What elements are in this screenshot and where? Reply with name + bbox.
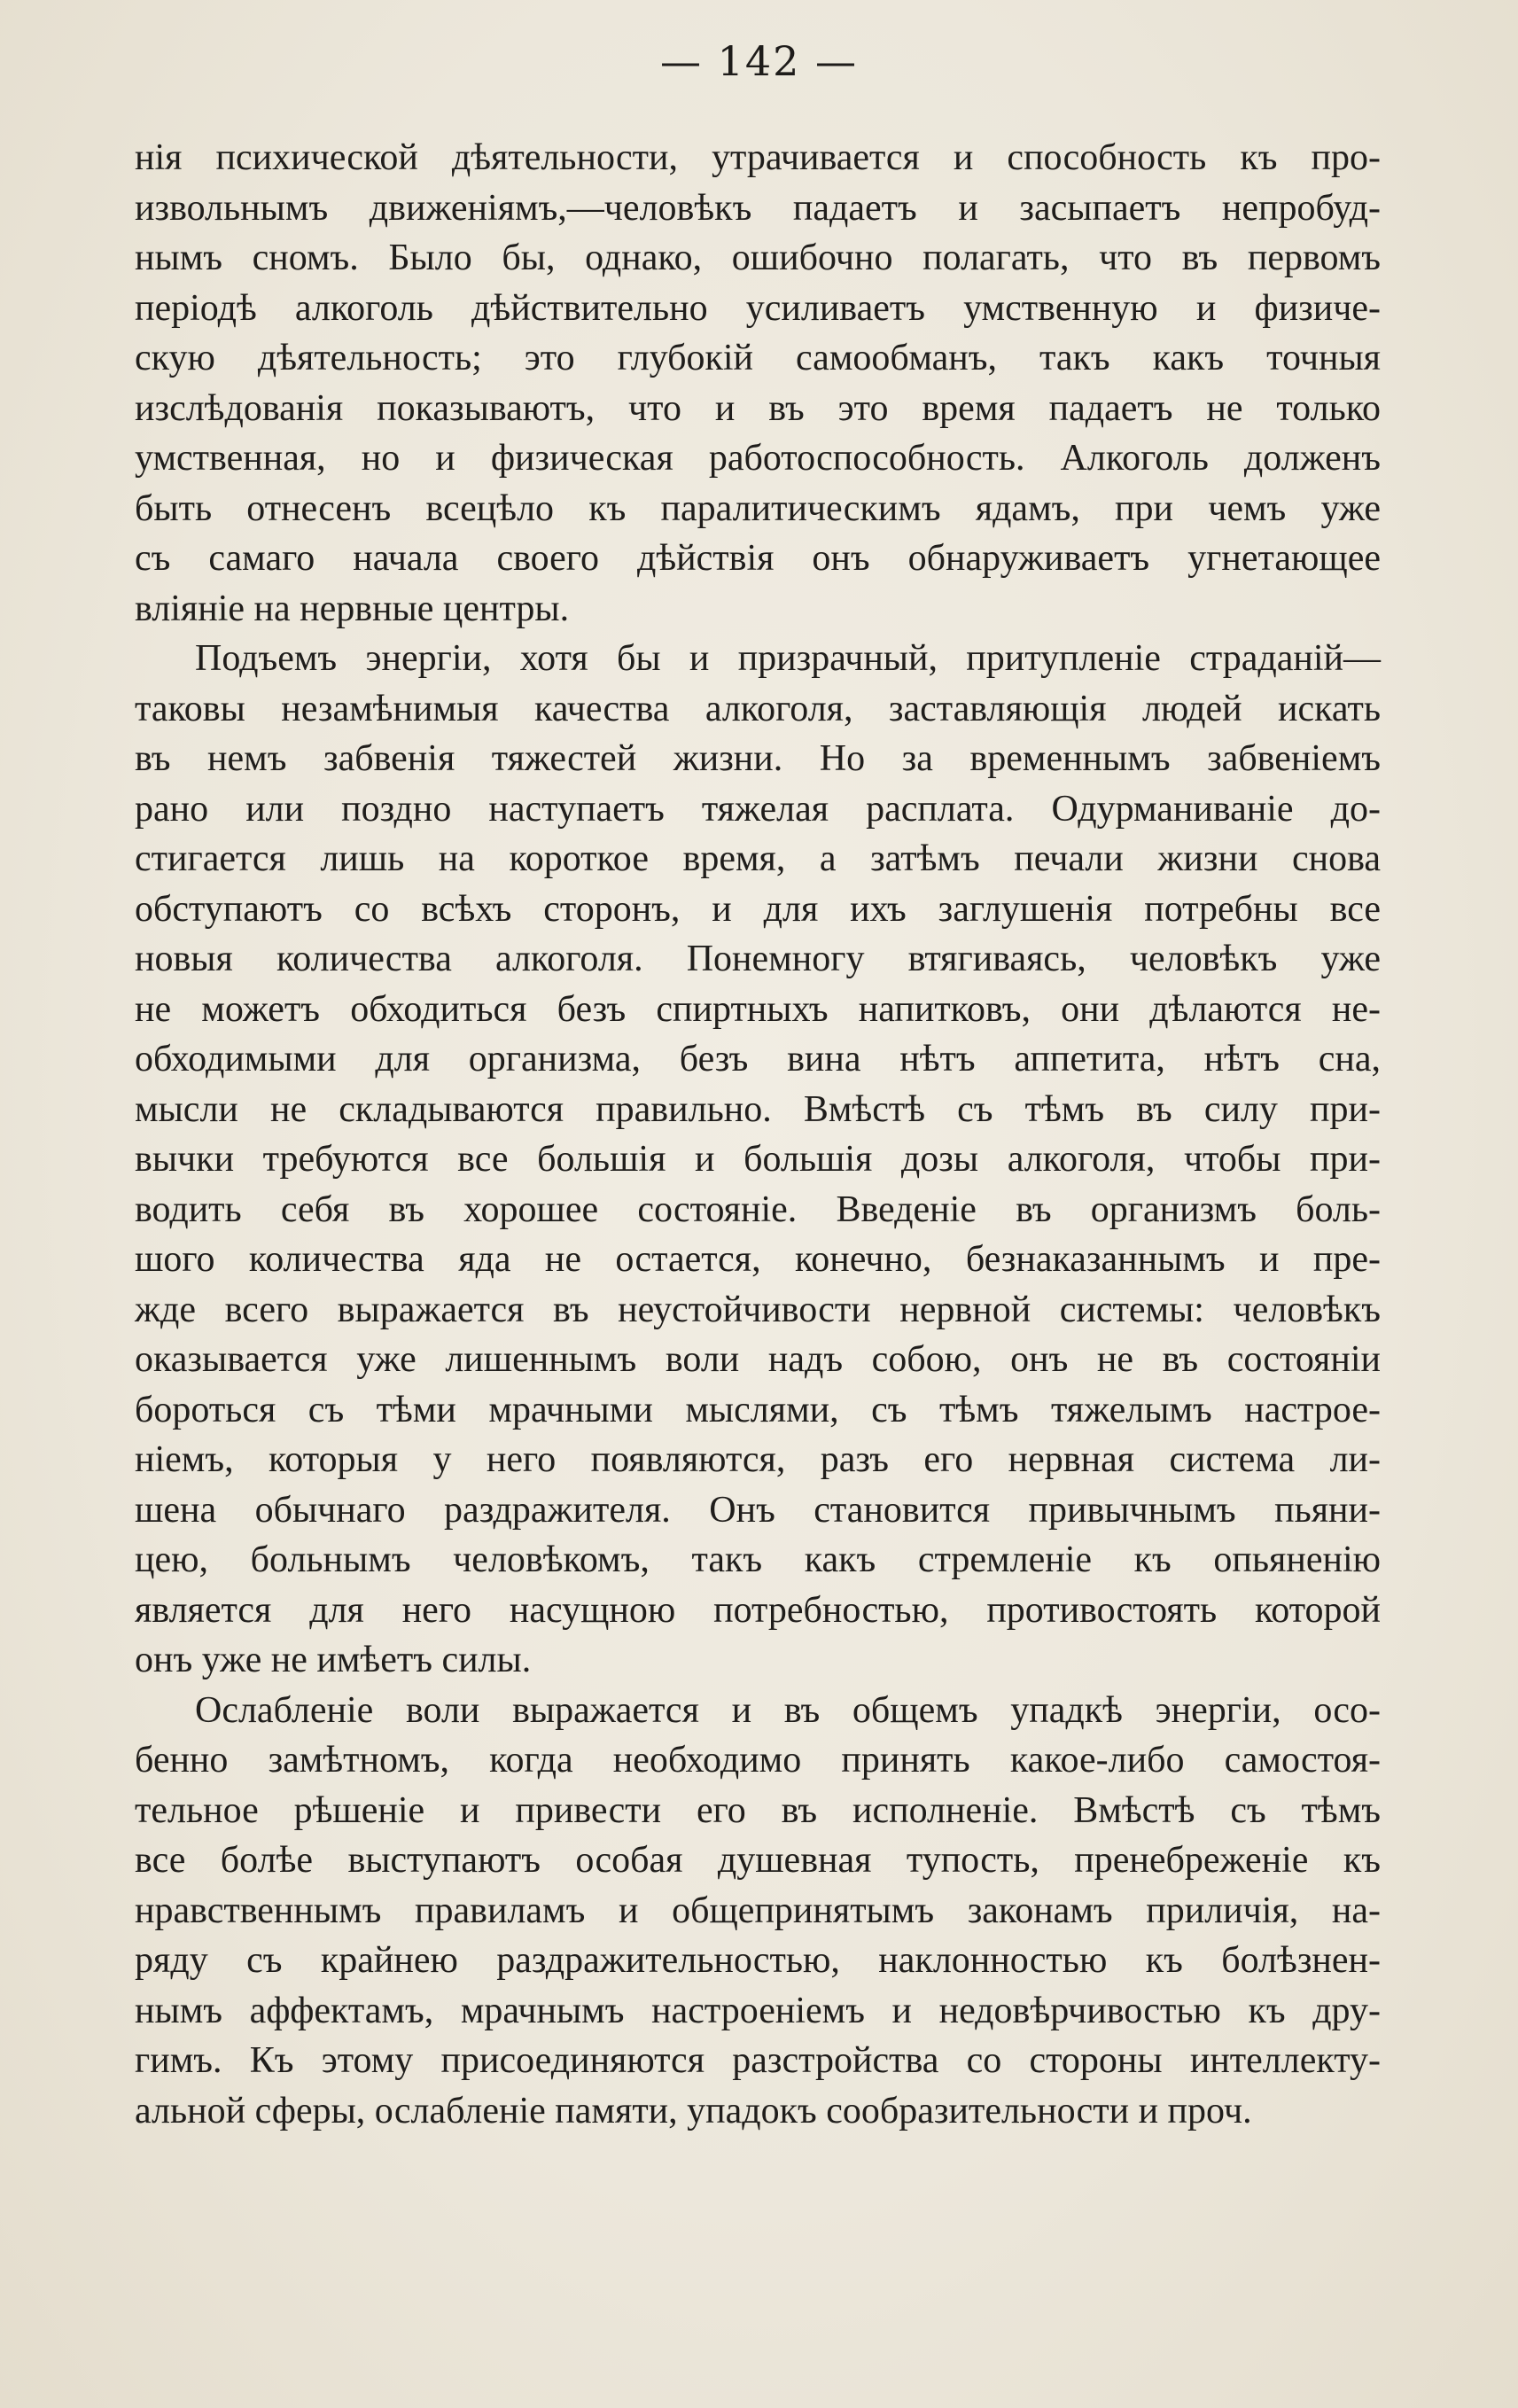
paragraph <box>135 634 1381 1686</box>
text-line: Подъемъ энергіи, хотя бы и призрачный, притупленіе страданій— <box>195 638 1381 679</box>
text-line: мысли не складываются правильно. Вмѣстѣ съ тѣмъ въ силу при- <box>135 1088 1381 1130</box>
text-line: новыя количества алкоголя. Понемногу втягиваясь, человѣкъ уже <box>135 939 1381 979</box>
text-line: бенно замѣтномъ, когда необходимо принять какое-либо самостоя- <box>135 1740 1381 1781</box>
text-line: онъ уже не имѣетъ силы. <box>135 1640 532 1680</box>
text-line: жде всего выражается въ неустойчивости нервной системы: человѣкъ <box>135 1289 1381 1330</box>
text-line: все болѣе выступаютъ особая душевная тупость, пренебреженіе къ <box>135 1840 1381 1881</box>
text-line: умственная, но и физическая работоспособность. Алкоголь долженъ <box>135 438 1381 479</box>
text-line: ніемъ, которыя у него появляются, разъ его нервная система ли- <box>135 1439 1381 1480</box>
text-line: нія психической дѣятельности, утрачивается и способность къ про- <box>135 137 1381 178</box>
text-line: обступаютъ со всѣхъ сторонъ, и для ихъ заглушенія потребны все <box>135 888 1381 930</box>
paragraph <box>135 133 1381 634</box>
text-line: нымъ аффектамъ, мрачнымъ настроеніемъ и недовѣрчивостью къ дру- <box>135 1990 1381 2031</box>
text-line: бороться съ тѣми мрачными мыслями, съ тѣмъ тяжелымъ настрое- <box>135 1389 1381 1430</box>
text-line: альной сферы, ослабленіе памяти, упадокъ сообразительности и проч. <box>135 2090 1252 2131</box>
text-line: водить себя въ хорошее состояніе. Введеніе въ организмъ боль- <box>135 1188 1381 1230</box>
text-line: не можетъ обходиться безъ спиртныхъ напитковъ, они дѣлаются не- <box>135 988 1381 1030</box>
text-line: является для него насущною потребностью, противостоять которой <box>135 1589 1381 1631</box>
text-line: быть отнесенъ всецѣло къ паралитическимъ ядамъ, при чемъ уже <box>135 487 1381 529</box>
text-line: ряду съ крайнею раздражительностью, наклонностью къ болѣзнен- <box>135 1940 1381 1981</box>
page-number: — 142 — <box>659 37 859 85</box>
text-line: скую дѣятельность; это глубокій самообманъ, такъ какъ точныя <box>135 338 1381 378</box>
text-line: нымъ сномъ. Было бы, однако, ошибочно полагать, что въ первомъ <box>135 238 1381 278</box>
text-line: изслѣдованія показываютъ, что и въ это время падаетъ не только <box>135 387 1381 429</box>
text-line: Ослабленіе воли выражается и въ общемъ упадкѣ энергіи, осо- <box>195 1689 1381 1731</box>
text-line: обходимыми для организма, безъ вина нѣтъ аппетита, нѣтъ сна, <box>135 1039 1381 1079</box>
text-line: извольнымъ движеніямъ,—человѣкъ падаетъ и засыпаетъ непробуд- <box>135 187 1381 229</box>
text-line: оказывается уже лишеннымъ воли надъ собою, онъ не въ состояніи <box>135 1339 1381 1380</box>
text-line: нравственнымъ правиламъ и общепринятымъ законамъ приличія, на- <box>135 1890 1381 1931</box>
text-line: шого количества яда не остается, конечно, безнаказаннымъ и пре- <box>135 1239 1381 1280</box>
text-line: въ немъ забвенія тяжестей жизни. Но за временнымъ забвеніемъ <box>135 738 1381 779</box>
body-text <box>135 133 1381 2136</box>
text-line: таковы незамѣнимыя качества алкоголя, заставляющія людей искать <box>135 688 1381 729</box>
paragraph <box>135 1686 1381 2137</box>
text-line: гимъ. Къ этому присоединяются разстройства со стороны интеллекту- <box>135 2040 1381 2081</box>
text-line: рано или поздно наступаетъ тяжелая расплата. Одурманиваніе до- <box>135 788 1381 830</box>
text-line: вліяніе на нервные центры. <box>135 588 570 629</box>
text-line: вычки требуются все большія и большія дозы алкоголя, чтобы при- <box>135 1139 1381 1180</box>
text-line: періодѣ алкоголь дѣйствительно усиливаетъ умственную и физиче- <box>135 287 1381 329</box>
text-line: тельное рѣшеніе и привести его въ исполненіе. Вмѣстѣ съ тѣмъ <box>135 1789 1381 1831</box>
text-line: цею, больнымъ человѣкомъ, такъ какъ стремленіе къ опьяненію <box>135 1539 1381 1580</box>
text-line: съ самаго начала своего дѣйствія онъ обнаруживаетъ угнетающее <box>135 538 1381 579</box>
text-line: шена обычнаго раздражителя. Онъ становится привычнымъ пьяни- <box>135 1489 1381 1531</box>
text-line: стигается лишь на короткое время, а затѣмъ печали жизни снова <box>135 838 1381 879</box>
